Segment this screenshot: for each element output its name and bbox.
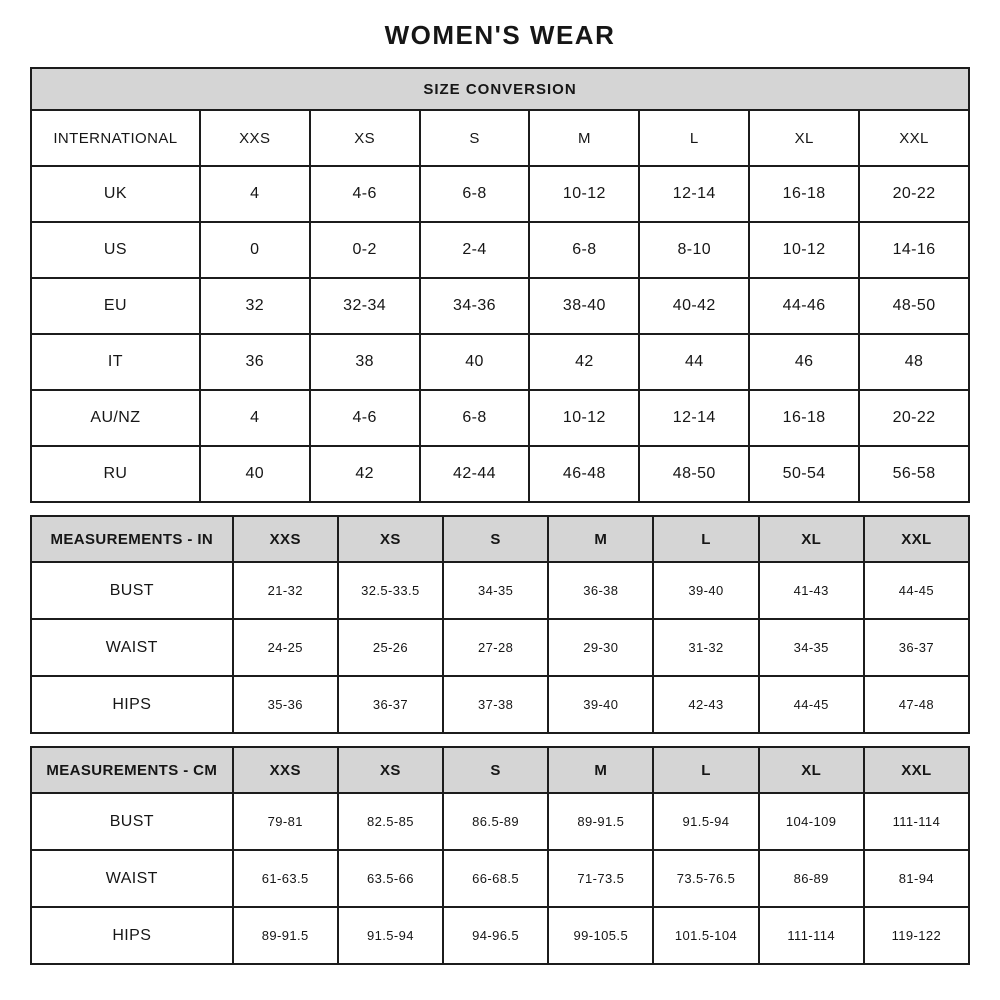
value-cell: 42-44 [420, 446, 530, 502]
value-cell: 25-26 [338, 619, 443, 676]
row-label: AU/NZ [31, 390, 200, 446]
value-cell: 20-22 [859, 390, 969, 446]
value-cell: 10-12 [749, 222, 859, 278]
table-row [31, 222, 969, 278]
size-column-header: M [529, 110, 639, 166]
value-cell: 34-35 [759, 619, 864, 676]
row-label: HIPS [31, 907, 233, 964]
size-column-header: L [653, 516, 758, 562]
value-cell: 39-40 [548, 676, 653, 733]
value-cell: 35-36 [233, 676, 338, 733]
row-label: UK [31, 166, 200, 222]
value-cell: 21-32 [233, 562, 338, 619]
table-row [31, 850, 969, 907]
value-cell: 2-4 [420, 222, 530, 278]
row-label: BUST [31, 562, 233, 619]
measurements-in-header-label: MEASUREMENTS - IN [31, 516, 233, 562]
value-cell: 94-96.5 [443, 907, 548, 964]
size-conversion-banner-row [31, 68, 969, 110]
size-column-header: XS [310, 110, 420, 166]
value-cell: 89-91.5 [233, 907, 338, 964]
size-column-header: XXL [864, 747, 969, 793]
size-conversion-header-row [31, 110, 969, 166]
value-cell: 16-18 [749, 166, 859, 222]
value-cell: 10-12 [529, 390, 639, 446]
row-label: BUST [31, 793, 233, 850]
measurements-cm-table [30, 746, 970, 965]
value-cell: 47-48 [864, 676, 969, 733]
value-cell: 44 [639, 334, 749, 390]
value-cell: 8-10 [639, 222, 749, 278]
value-cell: 46 [749, 334, 859, 390]
row-label: US [31, 222, 200, 278]
table-row [31, 446, 969, 502]
tables-container [30, 67, 970, 965]
value-cell: 63.5-66 [338, 850, 443, 907]
size-column-header: XS [338, 747, 443, 793]
value-cell: 37-38 [443, 676, 548, 733]
table-row [31, 334, 969, 390]
size-column-header: XXL [859, 110, 969, 166]
value-cell: 4-6 [310, 166, 420, 222]
size-column-header: XL [759, 747, 864, 793]
value-cell: 86.5-89 [443, 793, 548, 850]
value-cell: 29-30 [548, 619, 653, 676]
size-column-header: XXL [864, 516, 969, 562]
value-cell: 48-50 [859, 278, 969, 334]
value-cell: 24-25 [233, 619, 338, 676]
value-cell: 31-32 [653, 619, 758, 676]
measurements-in-table [30, 515, 970, 734]
value-cell: 44-46 [749, 278, 859, 334]
value-cell: 42 [529, 334, 639, 390]
value-cell: 111-114 [864, 793, 969, 850]
value-cell: 119-122 [864, 907, 969, 964]
row-label: IT [31, 334, 200, 390]
size-column-header: XL [749, 110, 859, 166]
value-cell: 44-45 [759, 676, 864, 733]
size-column-header: XL [759, 516, 864, 562]
value-cell: 61-63.5 [233, 850, 338, 907]
size-column-header: XXS [200, 110, 310, 166]
measurements-cm-header-label: MEASUREMENTS - CM [31, 747, 233, 793]
value-cell: 34-36 [420, 278, 530, 334]
measurements-in-header-row [31, 516, 969, 562]
row-label: EU [31, 278, 200, 334]
value-cell: 6-8 [529, 222, 639, 278]
size-column-header: XXS [233, 747, 338, 793]
value-cell: 91.5-94 [653, 793, 758, 850]
value-cell: 38-40 [529, 278, 639, 334]
value-cell: 12-14 [639, 166, 749, 222]
value-cell: 111-114 [759, 907, 864, 964]
value-cell: 0 [200, 222, 310, 278]
value-cell: 12-14 [639, 390, 749, 446]
value-cell: 73.5-76.5 [653, 850, 758, 907]
value-cell: 4 [200, 166, 310, 222]
size-column-header: XXS [233, 516, 338, 562]
size-column-header: XS [338, 516, 443, 562]
size-column-header: L [639, 110, 749, 166]
value-cell: 81-94 [864, 850, 969, 907]
row-label: WAIST [31, 619, 233, 676]
value-cell: 6-8 [420, 166, 530, 222]
value-cell: 46-48 [529, 446, 639, 502]
value-cell: 40 [200, 446, 310, 502]
page-title: WOMEN'S WEAR [384, 20, 616, 50]
value-cell: 44-45 [864, 562, 969, 619]
table-row [31, 676, 969, 733]
row-label: HIPS [31, 676, 233, 733]
size-column-header: S [420, 110, 530, 166]
value-cell: 86-89 [759, 850, 864, 907]
value-cell: 66-68.5 [443, 850, 548, 907]
size-column-header: S [443, 747, 548, 793]
row-label: WAIST [31, 850, 233, 907]
value-cell: 32-34 [310, 278, 420, 334]
value-cell: 4 [200, 390, 310, 446]
value-cell: 20-22 [859, 166, 969, 222]
value-cell: 34-35 [443, 562, 548, 619]
value-cell: 82.5-85 [338, 793, 443, 850]
value-cell: 36 [200, 334, 310, 390]
measurements-cm-header-row [31, 747, 969, 793]
table-row [31, 166, 969, 222]
value-cell: 40 [420, 334, 530, 390]
value-cell: 36-38 [548, 562, 653, 619]
value-cell: 50-54 [749, 446, 859, 502]
value-cell: 38 [310, 334, 420, 390]
size-column-header: M [548, 516, 653, 562]
value-cell: 89-91.5 [548, 793, 653, 850]
table-row [31, 907, 969, 964]
size-conversion-table [30, 67, 970, 503]
table-row [31, 390, 969, 446]
value-cell: 40-42 [639, 278, 749, 334]
value-cell: 101.5-104 [653, 907, 758, 964]
value-cell: 14-16 [859, 222, 969, 278]
size-column-header: L [653, 747, 758, 793]
value-cell: 41-43 [759, 562, 864, 619]
table-row [31, 562, 969, 619]
value-cell: 10-12 [529, 166, 639, 222]
value-cell: 91.5-94 [338, 907, 443, 964]
value-cell: 16-18 [749, 390, 859, 446]
value-cell: 48-50 [639, 446, 749, 502]
value-cell: 32 [200, 278, 310, 334]
table-row [31, 278, 969, 334]
value-cell: 104-109 [759, 793, 864, 850]
value-cell: 79-81 [233, 793, 338, 850]
table-row [31, 619, 969, 676]
value-cell: 4-6 [310, 390, 420, 446]
value-cell: 56-58 [859, 446, 969, 502]
value-cell: 42 [310, 446, 420, 502]
value-cell: 32.5-33.5 [338, 562, 443, 619]
value-cell: 42-43 [653, 676, 758, 733]
value-cell: 39-40 [653, 562, 758, 619]
size-column-header: S [443, 516, 548, 562]
value-cell: 36-37 [338, 676, 443, 733]
size-conversion-banner: SIZE CONVERSION [31, 68, 969, 110]
table-row [31, 793, 969, 850]
size-column-header: M [548, 747, 653, 793]
value-cell: 6-8 [420, 390, 530, 446]
value-cell: 27-28 [443, 619, 548, 676]
value-cell: 71-73.5 [548, 850, 653, 907]
value-cell: 0-2 [310, 222, 420, 278]
value-cell: 36-37 [864, 619, 969, 676]
size-conversion-header-label: INTERNATIONAL [31, 110, 200, 166]
row-label: RU [31, 446, 200, 502]
value-cell: 48 [859, 334, 969, 390]
value-cell: 99-105.5 [548, 907, 653, 964]
